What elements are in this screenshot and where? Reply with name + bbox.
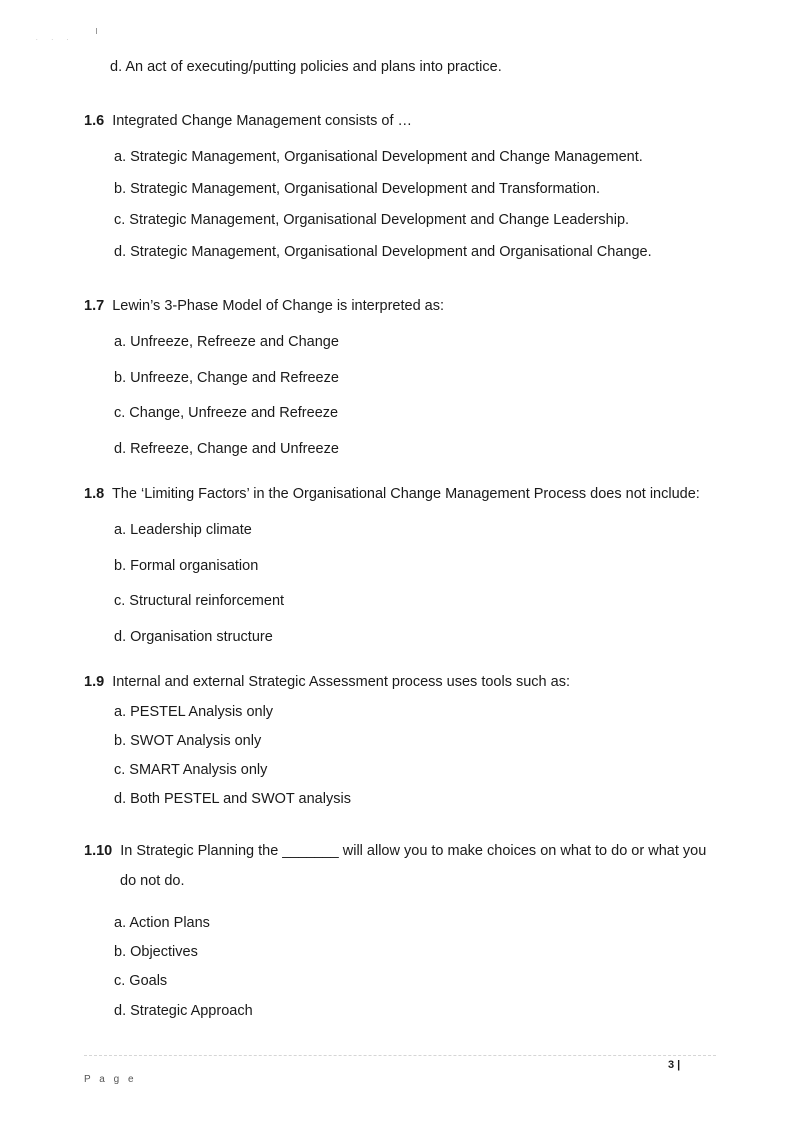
- q1-10-option-c: c. Goals: [114, 973, 168, 989]
- scan-artifact-dots: . . .: [36, 36, 75, 42]
- question-1-10-stem-continued: do not do.: [120, 873, 185, 889]
- question-stem: Internal and external Strategic Assessment process uses tools such as:: [112, 674, 570, 690]
- question-1-8: [84, 485, 700, 503]
- question-number: 1.7: [84, 298, 105, 314]
- q1-6-option-c: c. Strategic Management, Organisational Development and Change Leadership.: [114, 212, 630, 228]
- question-1-10: [84, 842, 706, 860]
- q1-8-option-a: a. Leadership climate: [114, 522, 252, 538]
- q1-7-option-c: c. Change, Unfreeze and Refreeze: [114, 405, 339, 421]
- question-number: 1.10: [84, 843, 113, 859]
- question-1-7: [84, 297, 444, 315]
- footer-divider: [84, 1055, 716, 1056]
- q1-10-option-d: d. Strategic Approach: [114, 1003, 253, 1019]
- page-number: 3 |: [668, 1059, 681, 1071]
- question-stem: The ‘Limiting Factors’ in the Organisational Change Management Process does not include:: [111, 486, 700, 502]
- q1-8-option-d: d. Organisation structure: [114, 629, 273, 645]
- question-stem: Integrated Change Management consists of …: [112, 113, 413, 129]
- q1-5-option-d: d. An act of executing/putting policies and plans into practice.: [110, 59, 502, 75]
- question-number: 1.6: [84, 113, 105, 129]
- q1-10-option-b: b. Objectives: [114, 944, 198, 960]
- q1-7-option-a: a. Unfreeze, Refreeze and Change: [114, 334, 339, 350]
- q1-8-option-c: c. Structural reinforcement: [114, 593, 285, 609]
- q1-7-option-b: b. Unfreeze, Change and Refreeze: [114, 370, 339, 386]
- question-stem: Lewin’s 3-Phase Model of Change is interpreted as:: [112, 298, 445, 314]
- q1-9-option-b: b. SWOT Analysis only: [114, 733, 262, 749]
- q1-6-option-b: b. Strategic Management, Organisational Development and Transformation.: [114, 181, 601, 197]
- question-1-9: [84, 673, 570, 691]
- q1-6-option-d: d. Strategic Management, Organisational Development and Organisational Change.: [114, 244, 652, 260]
- q1-9-option-c: c. SMART Analysis only: [114, 762, 268, 778]
- q1-9-option-a: a. PESTEL Analysis only: [114, 704, 274, 720]
- question-1-6: [84, 112, 412, 130]
- q1-7-option-d: d. Refreeze, Change and Unfreeze: [114, 441, 339, 457]
- q1-10-option-a: a. Action Plans: [114, 915, 210, 931]
- question-number: 1.8: [84, 486, 105, 502]
- q1-6-option-a: a. Strategic Management, Organisational Development and Change Management.: [114, 149, 643, 165]
- q1-8-option-b: b. Formal organisation: [114, 558, 259, 574]
- question-stem: In Strategic Planning the _______ will allow you to make choices on what to do or what you: [120, 843, 707, 859]
- question-number: 1.9: [84, 674, 105, 690]
- scan-artifact: [96, 28, 97, 34]
- page-label: P a g e: [84, 1074, 137, 1085]
- q1-9-option-d: d. Both PESTEL and SWOT analysis: [114, 791, 351, 807]
